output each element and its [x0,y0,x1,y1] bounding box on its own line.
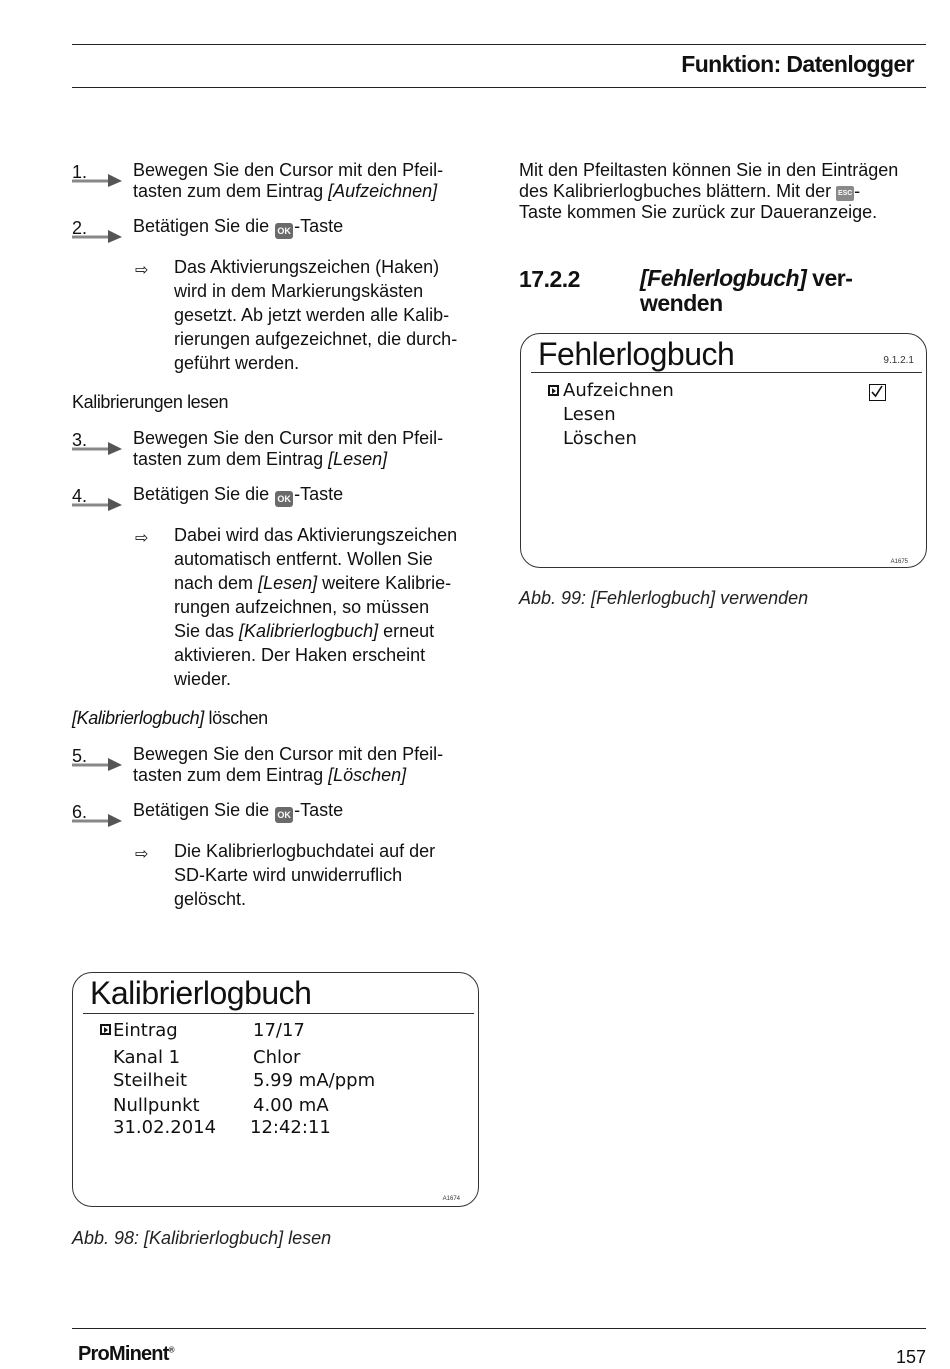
subheading: [Kalibrierlogbuch] löschen [72,708,268,728]
result-text: Dabei wird das Aktivierungszeichen automatisch entfernt. Wollen Sie nach dem [Lesen] weitere Kalibrie- rungen aufzeichnen, so müssen Sie das [Kalibrierlogbuch] erneut aktivieren. Der Haken erscheint wieder. [174,525,458,689]
result-arrow-icon: ⇨ [135,262,149,279]
result-text: Die Kalibrierlogbuchdatei auf der SD-Karte wird unwiderruflich gelöscht. [174,841,436,909]
step-text: Bewegen Sie den Cursor mit den Pfeil- tasten zum dem Eintrag [Löschen] [133,744,444,785]
step-number: 2. [72,218,88,238]
display-row-label: Kanal 1 [113,1047,181,1068]
figure-id: A1674 [442,1196,460,1202]
step-arrow-icon [72,441,122,455]
page-header-title: Funktion: Datenlogger [681,51,914,77]
step-number: 3. [72,430,88,450]
figure-caption: Abb. 99: [Fehlerlogbuch] verwenden [519,588,809,608]
step-text: Betätigen Sie die OK -Taste [133,216,343,239]
display-row-label: 31.02.2014 [113,1117,217,1138]
display-row-label: Nullpunkt [113,1095,200,1116]
step-number: 1. [72,162,88,182]
display-title-rule [531,372,922,373]
cursor-marker-icon [548,385,559,396]
section-number: 17.2.2 [519,266,580,292]
display-row-value: 4.00 mA [253,1095,329,1116]
step-arrow-icon [72,229,122,243]
ok-key-icon: OK [275,491,293,507]
step-number: 4. [72,486,88,506]
page-number: 157 [895,1347,926,1367]
result-arrow-icon: ⇨ [135,530,149,547]
step-text: Bewegen Sie den Cursor mit den Pfeil- tasten zum dem Eintrag [Lesen] [133,428,444,469]
esc-key-icon: ESC [836,186,854,201]
step-arrow-icon [72,497,122,511]
device-display-kalibrierlogbuch [72,972,479,1207]
prominent-logo: ProMinent® [78,1343,174,1365]
header-bottom-rule [72,87,926,88]
display-row-value: 17/17 [253,1020,305,1041]
menu-id: 9.1.2.1 [883,355,914,366]
step-arrow-icon [72,813,122,827]
figure-caption: Abb. 98: [Kalibrierlogbuch] lesen [72,1228,332,1248]
step-text: Bewegen Sie den Cursor mit den Pfeil- tasten zum dem Eintrag [Aufzeichnen] [133,160,444,201]
section-title: [Fehlerlogbuch] ver- wenden [640,265,853,316]
ok-key-icon: OK [275,223,293,239]
step-arrow-icon [72,173,122,187]
checkbox-checked-icon [869,384,886,401]
menu-item-lesen: Lesen [563,404,616,425]
display-row-value: 5.99 mA/ppm [253,1070,376,1091]
display-title: Fehlerlogbuch [538,336,735,372]
menu-item-aufzeichnen: Aufzeichnen [563,380,674,401]
footer-rule [72,1328,926,1329]
step-text: Betätigen Sie die OK -Taste [133,800,343,823]
display-row-label: Steilheit [113,1070,188,1091]
display-title: Kalibrierlogbuch [90,975,312,1011]
step-number: 5. [72,746,88,766]
display-row-value: Chlor [253,1047,301,1068]
result-arrow-icon: ⇨ [135,846,149,863]
figure-id: A1675 [890,559,908,565]
intro-paragraph: Mit den Pfeiltasten können Sie in den Einträgen des Kalibrierlogbuches blättern. Mit der ESC- Taste kommen Sie zurück zur Daueranzeige. [519,160,899,222]
display-row-value: 12:42:11 [250,1117,331,1138]
subheading: Kalibrierungen lesen [72,392,229,412]
step-text: Betätigen Sie die OK -Taste [133,484,343,507]
step-arrow-icon [72,757,122,771]
menu-item-loeschen: Löschen [563,428,637,449]
result-text: Das Aktivierungszeichen (Haken) wird in dem Markierungskästen gesetzt. Ab jetzt werden alle Kalib- rierungen aufgezeichnet, die durch- geführt werden. [174,257,458,373]
display-row-label: Eintrag [113,1020,178,1041]
step-number: 6. [72,802,88,822]
cursor-marker-icon [100,1024,111,1035]
header-top-rule [72,44,926,45]
ok-key-icon: OK [275,807,293,823]
display-title-rule [83,1013,474,1014]
device-display-fehlerlogbuch [520,333,927,568]
